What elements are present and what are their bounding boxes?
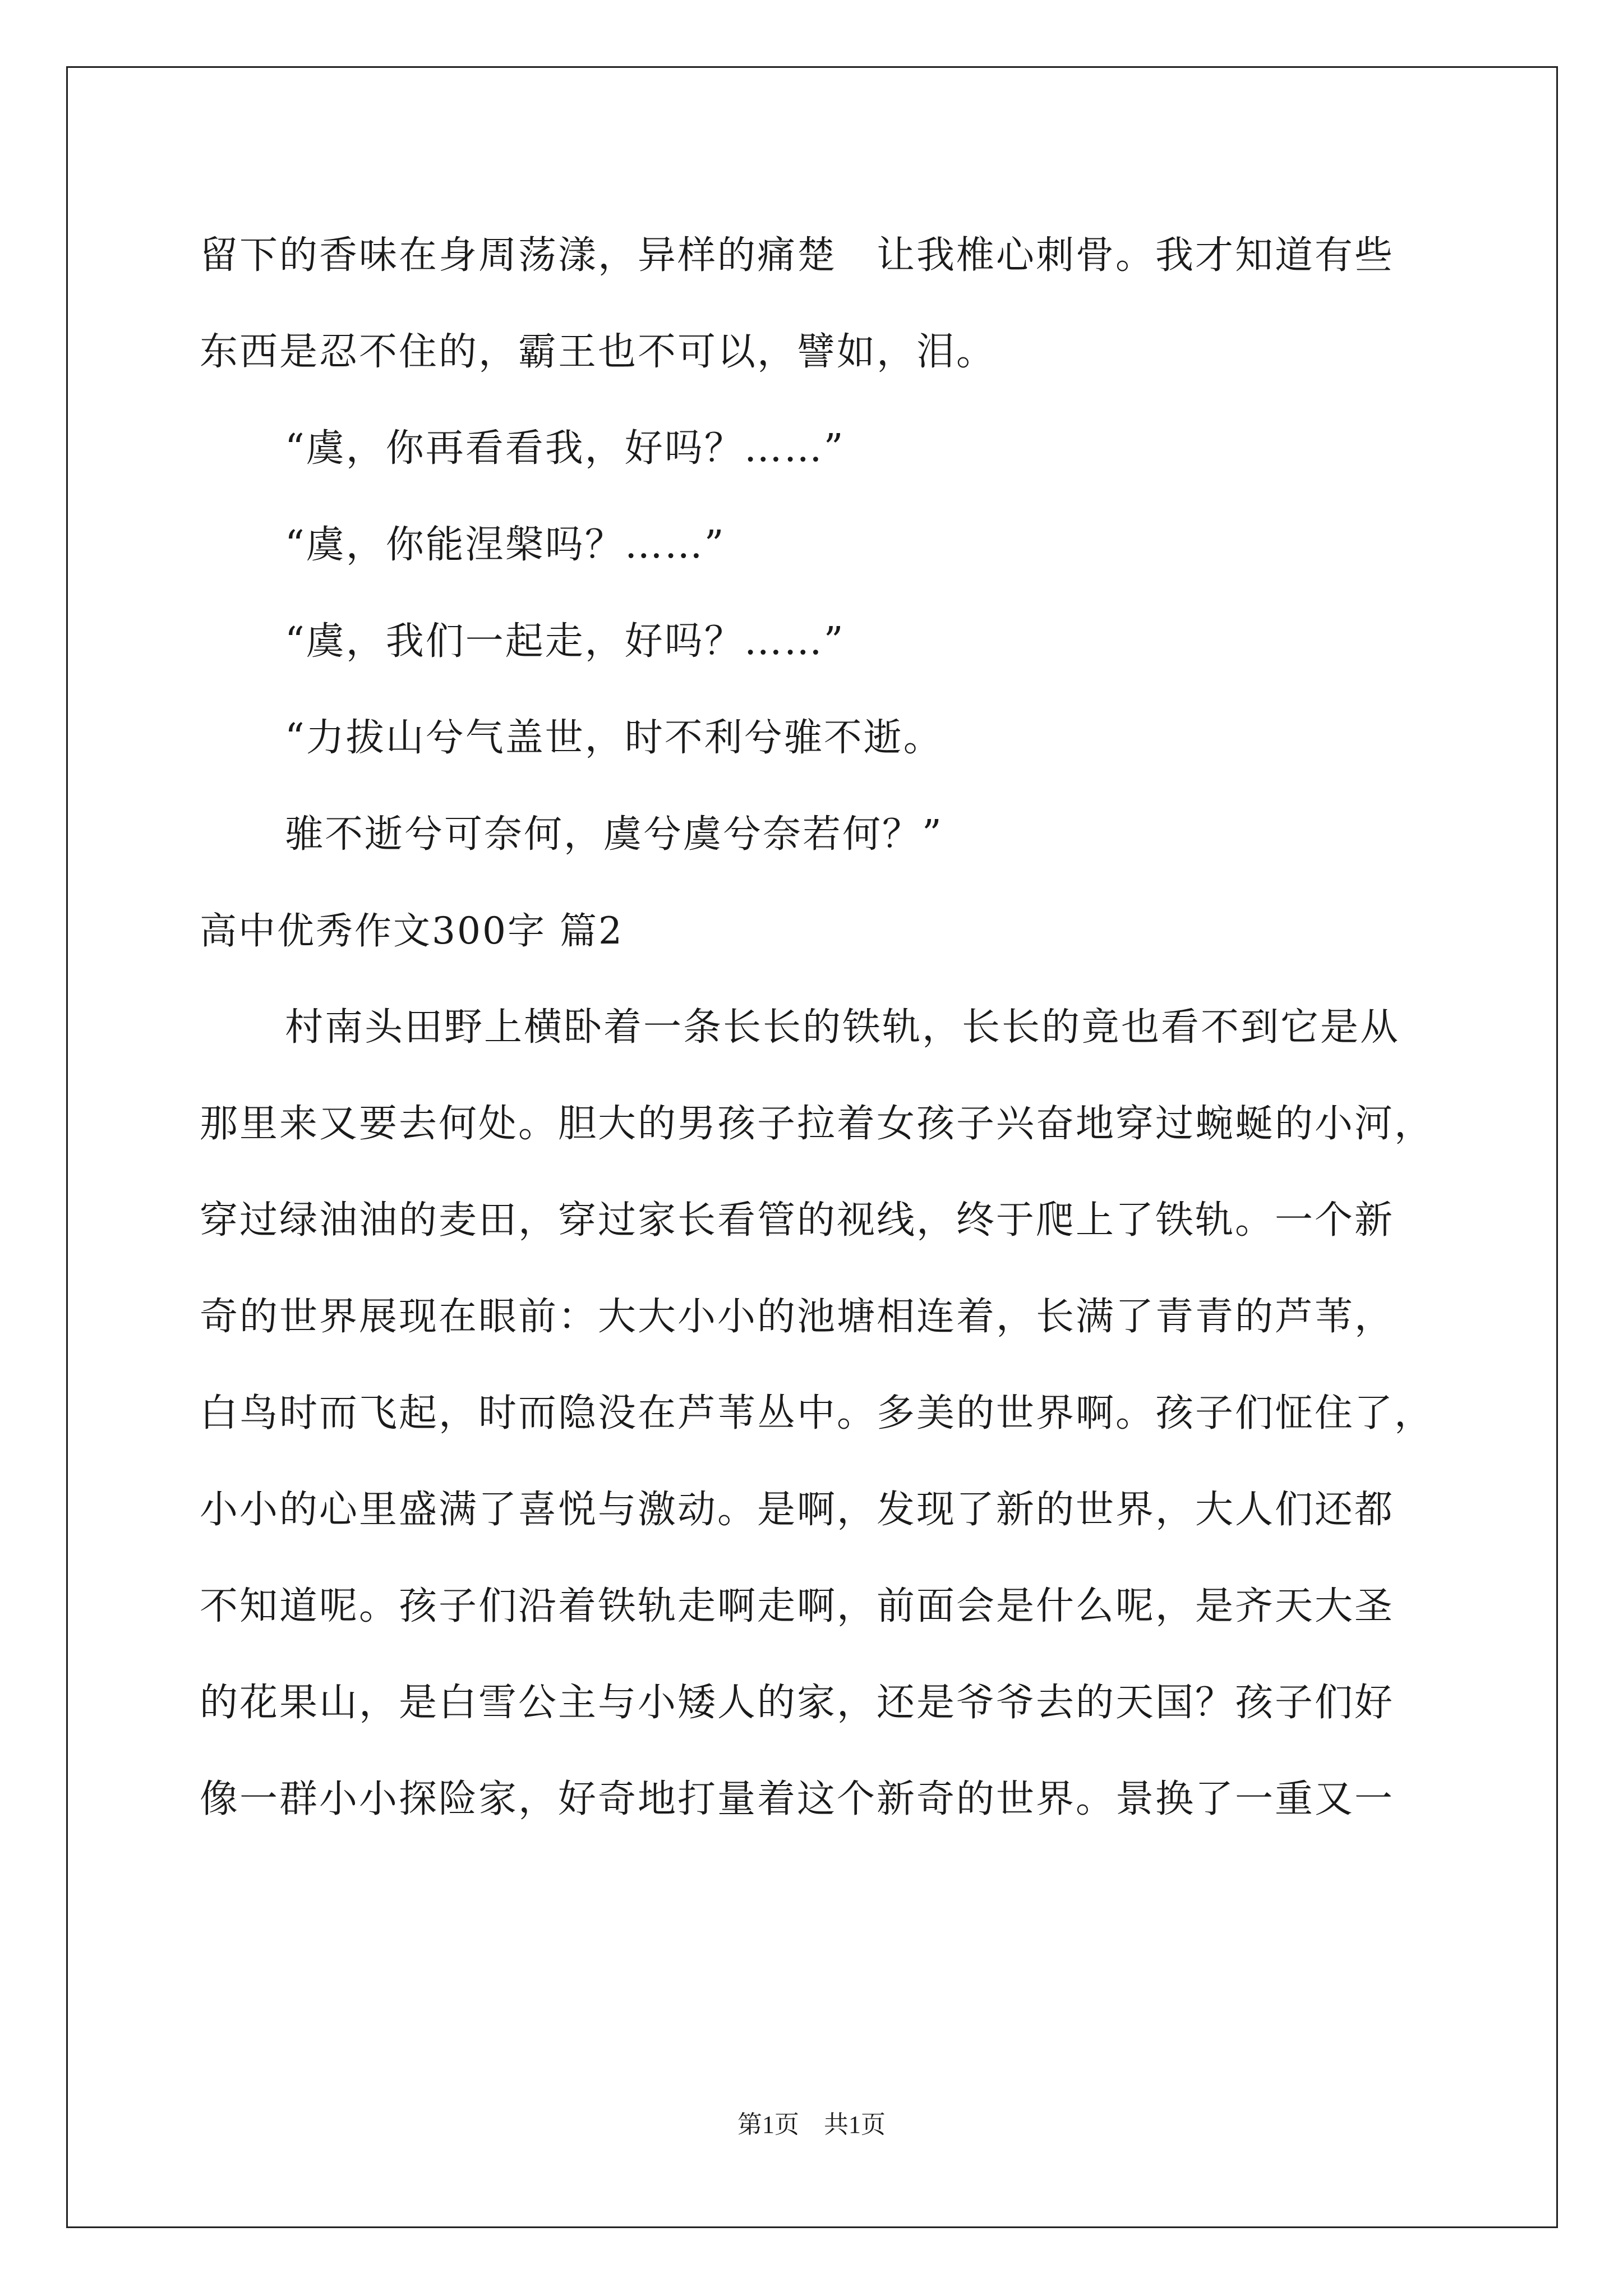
text-line: 白鸟时而飞起，时而隐没在芦苇丛中。多美的世界啊。孩子们怔住了，: [200, 1391, 1435, 1435]
text-line: 小小的心里盛满了喜悦与激动。是啊，发现了新的世界，大人们还都: [200, 1488, 1395, 1532]
dialogue-line: “虞，你能涅槃吗？……”: [285, 523, 726, 567]
text-line: 穿过绿油油的麦田，穿过家长看管的视线，终于爬上了铁轨。一个新: [200, 1198, 1395, 1243]
text-line: 不知道呢。孩子们沿着铁轨走啊走啊，前面会是什么呢，是齐天大圣: [200, 1584, 1395, 1628]
text-line: 村南头田野上横卧着一条长长的铁轨，长长的竟也看不到它是从: [285, 1005, 1400, 1050]
section-heading: 高中优秀作文300字 篇2: [200, 909, 624, 953]
poem-line: 骓不逝兮可奈何，虞兮虞兮奈若何？”: [285, 812, 943, 857]
document-body: [200, 208, 1435, 1848]
text-line: 留下的香味在身周荡漾，异样的痛楚 让我椎心刺骨。我才知道有些: [200, 233, 1395, 278]
text-line: 像一群小小探险家，好奇地打量着这个新奇的世界。景换了一重又一: [200, 1777, 1395, 1821]
text-line: 的花果山，是白雪公主与小矮人的家，还是爷爷去的天国？孩子们好: [200, 1681, 1395, 1725]
text-line: 那里来又要去何处。胆大的男孩子拉着女孩子兴奋地穿过蜿蜒的小河，: [200, 1102, 1435, 1146]
poem-line: “力拔山兮气盖世，时不利兮骓不逝。: [285, 716, 943, 760]
dialogue-line: “虞，你再看看我，好吗？……”: [285, 426, 845, 471]
text-line: 奇的世界展现在眼前：大大小小的池塘相连着，长满了青青的芦苇，: [200, 1295, 1395, 1339]
dialogue-line: “虞，我们一起走，好吗？……”: [285, 619, 845, 664]
text-line: 东西是忍不住的，霸王也不可以，譬如，泪。: [200, 330, 997, 374]
page-footer: 第1页 共1页: [737, 2111, 886, 2138]
